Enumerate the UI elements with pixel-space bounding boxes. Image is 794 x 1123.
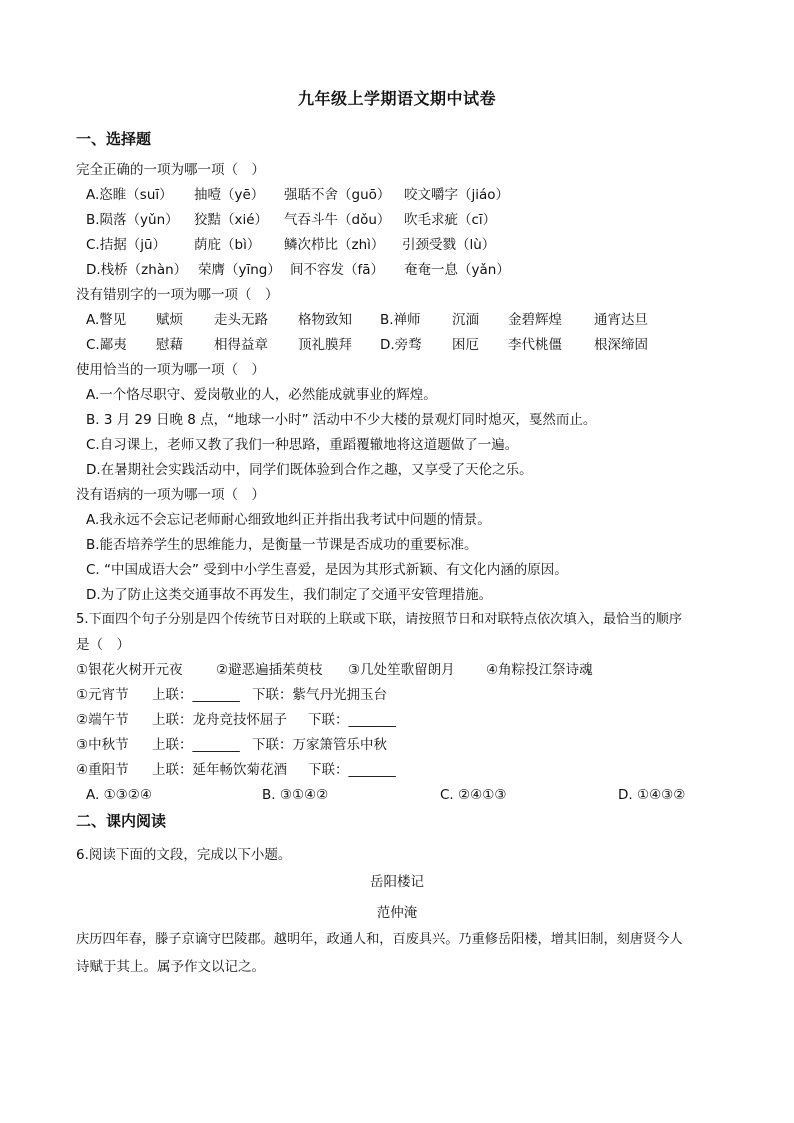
option-text: 荣膺（yīng） [198, 262, 281, 278]
option-text: B.陨落（yǔn） [86, 212, 179, 228]
sentence-item: ①银花火树开元夜 [76, 662, 183, 678]
option-text: 抽噎（yē） [194, 187, 265, 203]
option-text: 奄奄一息（yǎn） [404, 262, 510, 278]
option-text: A.瞥见 [86, 312, 127, 328]
option-text: 慰藉 [156, 337, 183, 353]
choice-d: D. ①④③② [618, 787, 686, 803]
sentence-item: ②避恶遍插茱萸枝 [216, 662, 323, 678]
section-heading-choice: 一、选择题 [76, 130, 152, 148]
option-text: 间不容发（fā） [290, 262, 385, 278]
option-text: A.我永远不会忘记老师耐心细致地纠正并指出我考试中问题的情景。 [86, 512, 491, 528]
question-1-stem: 完全正确的一项为哪一项（ ） [76, 162, 265, 178]
question-6-stem: 6.阅读下面的文段，完成以下小题。 [76, 847, 292, 863]
option-text: 沉湎 [452, 312, 479, 328]
option-text: B. 3 月 29 日晚 8 点，“地球一小时” 活动中不少大楼的景观灯同时熄灭，戛然而止。 [86, 412, 597, 428]
option-text: B.能否培养学生的思维能力，是衡量一节课是否成功的重要标准。 [86, 537, 478, 553]
option-text: 强聒不舍（guō） [284, 187, 391, 203]
passage-paragraph: 庆历四年春，滕子京谪守巴陵郡。越明年，政通人和，百废具兴。乃重修岳阳楼，增其旧制，刻唐贤今人 [76, 932, 683, 947]
couplet-lower: 下联：_______ [308, 712, 396, 728]
option-text: 相得益章 [214, 337, 268, 353]
couplet-upper: 上联：_______ [152, 687, 240, 703]
option-text: 根深缔固 [594, 337, 648, 353]
choice-b: B. ③①④② [262, 787, 329, 803]
option-text: 困厄 [452, 337, 479, 353]
option-text: 鳞次栉比（zhì） [284, 237, 385, 253]
festival-label: ④重阳节 [76, 762, 129, 778]
option-text: D.在暑期社会实践活动中，同学们既体验到合作之趣，又享受了天伦之乐。 [86, 462, 533, 478]
option-text: D.栈桥（zhàn） [86, 262, 188, 278]
question-5-stem: 5.下面四个句子分别是四个传统节日对联的上联或下联，请按照节日和对联特点依次填入，最恰当的顺序 [76, 612, 683, 627]
couplet-lower: 下联：万家箫管乐中秋 [252, 737, 387, 753]
question-3-stem: 使用恰当的一项为哪一项（ ） [76, 362, 265, 378]
section-heading-reading: 二、课内阅读 [76, 812, 167, 830]
couplet-lower: 下联：_______ [308, 762, 396, 778]
option-text: C.自习课上，老师又教了我们一种思路，重蹈覆辙地将这道题做了一遍。 [86, 437, 519, 453]
option-text: 引颈受戮（lù） [402, 237, 496, 253]
couplet-upper: 上联：龙舟竞技怀屈子 [152, 712, 287, 728]
option-text: 通宵达旦 [594, 312, 648, 328]
option-text: 李代桃僵 [508, 337, 562, 353]
couplet-upper: 上联：_______ [152, 737, 240, 753]
option-text: C.拮据（jū） [86, 237, 167, 253]
couplet-lower: 下联：紫气丹光拥玉台 [252, 687, 387, 703]
festival-label: ③中秋节 [76, 737, 129, 753]
option-text: A.恣睢（suī） [86, 187, 173, 203]
passage-title: 岳阳楼记 [370, 874, 424, 890]
sentence-item: ③几处笙歌留朗月 [348, 662, 455, 678]
option-text: 走头无路 [214, 312, 268, 328]
festival-label: ②端午节 [76, 712, 129, 728]
question-5-stem-cont: 是（ ） [76, 637, 130, 653]
option-text: C. “中国成语大会” 受到中小学生喜爱，是因为其形式新颖、有文化内涵的原因。 [86, 562, 568, 578]
option-text: 气吞斗牛（dǒu） [284, 212, 391, 228]
choice-a: A. ①③②④ [86, 787, 152, 803]
option-text: D.为了防止这类交通事故不再发生，我们制定了交通平安管理措施。 [86, 587, 493, 603]
couplet-upper: 上联：延年畅饮菊花酒 [152, 762, 287, 778]
option-text: 顶礼膜拜 [298, 337, 352, 353]
option-text: 格物致知 [298, 312, 352, 328]
option-text: 赋烦 [156, 312, 183, 328]
option-text: 金碧辉煌 [508, 312, 562, 328]
option-text: D.旁骛 [380, 337, 422, 353]
sentence-item: ④角粽投江祭诗魂 [486, 662, 593, 678]
option-text: 荫庇（bì） [194, 237, 261, 253]
page-title: 九年级上学期语文期中试卷 [297, 89, 496, 108]
option-text: 吹毛求疵（cī） [404, 212, 497, 228]
option-text: C.鄙夷 [86, 337, 127, 353]
question-4-stem: 没有语病的一项为哪一项（ ） [76, 487, 265, 503]
option-text: B.禅师 [380, 312, 421, 328]
passage-author: 范仲淹 [376, 905, 418, 921]
option-text: 咬文嚼字（jiáo） [404, 187, 510, 203]
question-2-stem: 没有错别字的一项为哪一项（ ） [76, 287, 279, 303]
option-text: A.一个恪尽职守、爱岗敬业的人，必然能成就事业的辉煌。 [86, 387, 437, 403]
passage-paragraph-cont: 诗赋于其上。属予作文以记之。 [76, 959, 265, 975]
option-text: 狡黠（xié） [194, 212, 269, 228]
festival-label: ①元宵节 [76, 687, 129, 703]
choice-c: C. ②④①③ [440, 787, 507, 803]
